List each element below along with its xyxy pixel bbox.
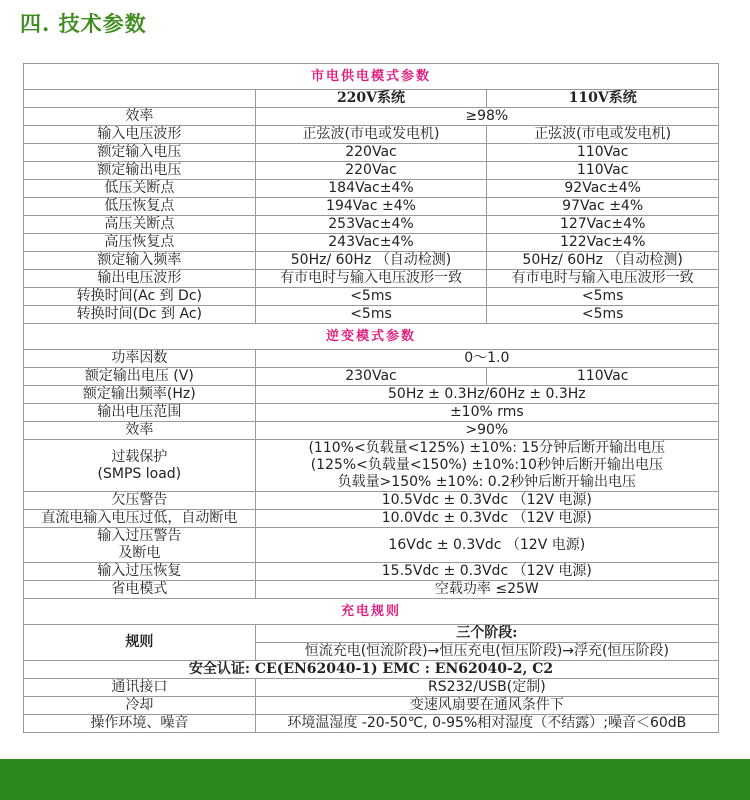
table-row (24, 350, 719, 368)
row-label: 欠压警告 (24, 492, 256, 510)
row-label: 输出电压范围 (24, 404, 256, 422)
empty-cell (24, 90, 256, 108)
table-row (24, 404, 719, 422)
table-row (24, 581, 719, 599)
certification: 安全认证: CE(EN62040-1) EMC : EN62040-2, C2 (24, 661, 719, 679)
row-value-110v: 有市电时与输入电压波形一致 (487, 270, 719, 288)
row-label: 省电模式 (24, 581, 256, 599)
row-label: 冷却 (24, 697, 256, 715)
row-label-line: 及断电 (118, 545, 161, 561)
row-value: 环境温湿度 -20-50℃, 0-95%相对湿度（不结露）;噪音＜60dB (255, 715, 718, 733)
row-label: 高压恢复点 (24, 234, 256, 252)
section-title: 逆变模式参数 (24, 324, 719, 350)
row-value: RS232/USB(定制) (255, 679, 718, 697)
row-value-110v: 127Vac±4% (487, 216, 719, 234)
row-label: 通讯接口 (24, 679, 256, 697)
row-label: 效率 (24, 108, 256, 126)
table-row (24, 126, 719, 144)
row-value-110v: 110Vac (487, 368, 719, 386)
row-value: ≥98% (255, 108, 718, 126)
table-row (24, 270, 719, 288)
table-row (24, 252, 719, 270)
table-row (24, 288, 719, 306)
overload-line: (110%<负载量<125%) ±10%: 15分钟后断开输出电压 (308, 440, 666, 456)
charge-stages: 三个阶段: (255, 625, 718, 643)
system-220v-header: 220V系统 (255, 90, 487, 108)
table-row (24, 492, 719, 510)
charge-row (24, 625, 719, 643)
row-value: 0～1.0 (255, 350, 718, 368)
row-label: 低压恢复点 (24, 198, 256, 216)
row-value: 变速风扇要在通风条件下 (255, 697, 718, 715)
table-row (24, 306, 719, 324)
table-row (24, 198, 719, 216)
row-value: 10.5Vdc ± 0.3Vdc （12V 电源) (255, 492, 718, 510)
row-label: 额定输出频率(Hz) (24, 386, 256, 404)
table-row (24, 216, 719, 234)
row-label: 功率因数 (24, 350, 256, 368)
footer-band (0, 759, 750, 800)
row-value-110v: 122Vac±4% (487, 234, 719, 252)
row-value: 10.0Vdc ± 0.3Vdc （12V 电源) (255, 510, 718, 528)
certification-row (24, 661, 719, 679)
row-value-220v: 184Vac±4% (255, 180, 487, 198)
row-label (24, 528, 256, 563)
table-row (24, 510, 719, 528)
section-header-row (24, 64, 719, 90)
row-label: 输入电压波形 (24, 126, 256, 144)
row-label (24, 440, 256, 492)
overload-value (255, 440, 718, 492)
overload-row (24, 440, 719, 492)
row-value-110v: 50Hz/ 60Hz （自动检测) (487, 252, 719, 270)
row-value-220v: 230Vac (255, 368, 487, 386)
row-label: 额定输出电压 (V) (24, 368, 256, 386)
row-label: 转换时间(Dc 到 Ac) (24, 306, 256, 324)
overvoltage-row (24, 528, 719, 563)
row-value-220v: 220Vac (255, 144, 487, 162)
row-value: 空载功率 ≤25W (255, 581, 718, 599)
row-value-110v: <5ms (487, 288, 719, 306)
row-label: 高压关断点 (24, 216, 256, 234)
table-row (24, 180, 719, 198)
spec-table (23, 63, 719, 733)
section-title: 市电供电模式参数 (24, 64, 719, 90)
row-label: 额定输出电压 (24, 162, 256, 180)
charge-label: 规则 (24, 625, 256, 661)
row-label: 效率 (24, 422, 256, 440)
table-row (24, 715, 719, 733)
row-value-220v: <5ms (255, 288, 487, 306)
row-label: 转换时间(Ac 到 Dc) (24, 288, 256, 306)
table-row (24, 234, 719, 252)
row-value-110v: 110Vac (487, 162, 719, 180)
row-label: 操作环境、噪音 (24, 715, 256, 733)
row-label: 额定输入电压 (24, 144, 256, 162)
row-label: 额定输入频率 (24, 252, 256, 270)
section-heading: 四. 技术参数 (20, 11, 147, 36)
row-value-220v: 50Hz/ 60Hz （自动检测) (255, 252, 487, 270)
table-row (24, 386, 719, 404)
row-label-line: 输入过压警告 (97, 528, 182, 544)
system-header-row (24, 90, 719, 108)
row-value-110v: <5ms (487, 306, 719, 324)
row-label-line: (SMPS load) (97, 465, 182, 482)
row-value-110v: 92Vac±4% (487, 180, 719, 198)
table-row (24, 422, 719, 440)
row-value-220v: 243Vac±4% (255, 234, 487, 252)
row-value-110v: 97Vac ±4% (487, 198, 719, 216)
row-value: 15.5Vdc ± 0.3Vdc （12V 电源) (255, 563, 718, 581)
table-row (24, 697, 719, 715)
section-header-row (24, 599, 719, 625)
row-label: 输入过压恢复 (24, 563, 256, 581)
row-value: 50Hz ± 0.3Hz/60Hz ± 0.3Hz (255, 386, 718, 404)
system-110v-header: 110V系统 (487, 90, 719, 108)
row-value-110v: 正弦波(市电或发电机) (487, 126, 719, 144)
table-row (24, 563, 719, 581)
row-value-110v: 110Vac (487, 144, 719, 162)
row-value-220v: 194Vac ±4% (255, 198, 487, 216)
overload-line: 负载量>150% ±10%: 0.2秒钟后断开输出电压 (337, 474, 637, 490)
overload-line: (125%<负载量<150%) ±10%:10秒钟后断开输出电压 (310, 457, 663, 473)
section-title: 充电规则 (24, 599, 719, 625)
row-value-220v: 253Vac±4% (255, 216, 487, 234)
charge-flow: 恒流充电(恒流阶段)→恒压充电(恒压阶段)→浮充(恒压阶段) (255, 643, 718, 661)
row-value: ±10% rms (255, 404, 718, 422)
table-row (24, 162, 719, 180)
row-label: 低压关断点 (24, 180, 256, 198)
row-value: 16Vdc ± 0.3Vdc （12V 电源) (255, 528, 718, 563)
section-header-row (24, 324, 719, 350)
row-value-220v: 220Vac (255, 162, 487, 180)
table-row (24, 368, 719, 386)
table-row (24, 679, 719, 697)
row-label: 直流电输入电压过低，自动断电 (24, 510, 256, 528)
row-label-line: 过载保护 (111, 448, 168, 465)
row-value: >90% (255, 422, 718, 440)
row-value-220v: 有市电时与输入电压波形一致 (255, 270, 487, 288)
row-value-220v: <5ms (255, 306, 487, 324)
table-row (24, 144, 719, 162)
row-value-220v: 正弦波(市电或发电机) (255, 126, 487, 144)
table-row (24, 108, 719, 126)
row-label: 输出电压波形 (24, 270, 256, 288)
